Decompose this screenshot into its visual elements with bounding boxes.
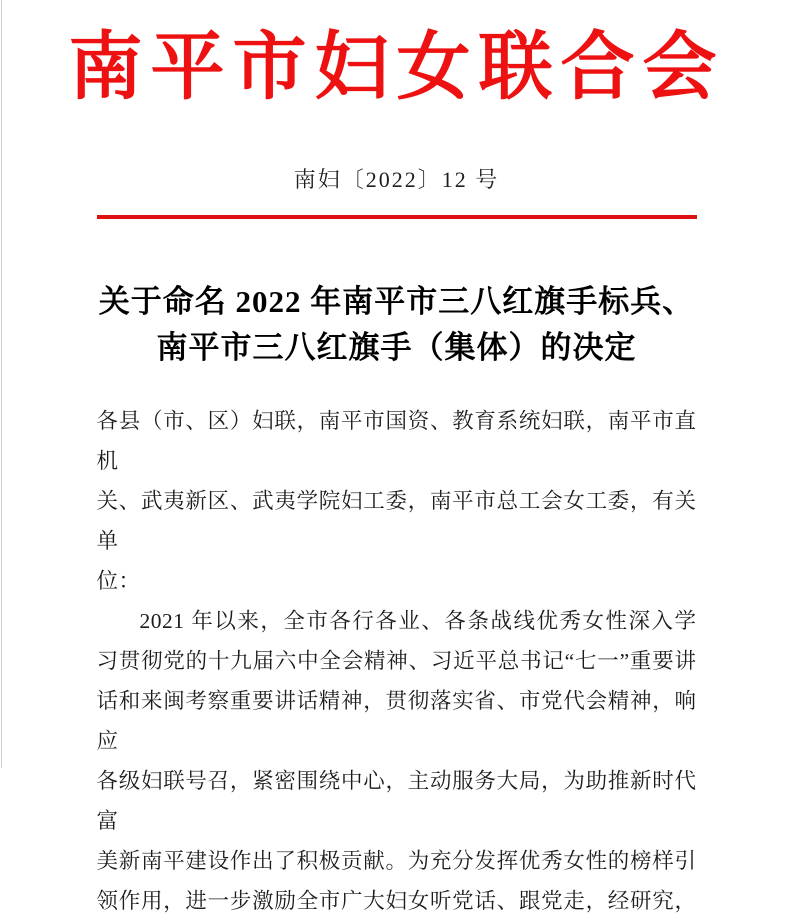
body-line: 话和来闽考察重要讲话精神，贯彻落实省、市党代会精神，响应 <box>96 689 697 753</box>
document-title-line-1: 关于命名 2022 年南平市三八红旗手标兵、 <box>98 284 695 319</box>
body-line: 习贯彻党的十九届六中全会精神、习近平总书记“七一”重要讲 <box>96 649 697 673</box>
body-line: 领作用，进一步激励全市广大妇女听党话、跟党走，经研究， <box>96 889 697 913</box>
body-line: 美新南平建设作出了积极贡献。为充分发挥优秀女性的榜样引 <box>96 849 697 873</box>
document-title <box>0 279 793 371</box>
document-title-line-2: 南平市三八红旗手（集体）的决定 <box>156 330 637 365</box>
red-divider-line <box>97 215 697 219</box>
body-line: 各级妇联号召，紧密围绕中心，主动服务大局，为助推新时代富 <box>96 769 697 833</box>
page-left-edge-divider <box>1 0 2 768</box>
document-body <box>97 401 697 921</box>
body-line: 关、武夷新区、武夷学院妇工委，南平市总工会女工委，有关单 <box>96 489 697 553</box>
body-line: 位： <box>96 569 141 593</box>
doc-number: 南妇〔2022〕12 号 <box>293 167 500 192</box>
letterhead-org-name: 南平市妇女联合会 <box>68 27 725 109</box>
body-line: 2021 年以来，全市各行各业、各条战线优秀女性深入学 <box>139 609 697 633</box>
body-line: 各县（市、区）妇联，南平市国资、教育系统妇联，南平市直机 <box>96 409 697 473</box>
